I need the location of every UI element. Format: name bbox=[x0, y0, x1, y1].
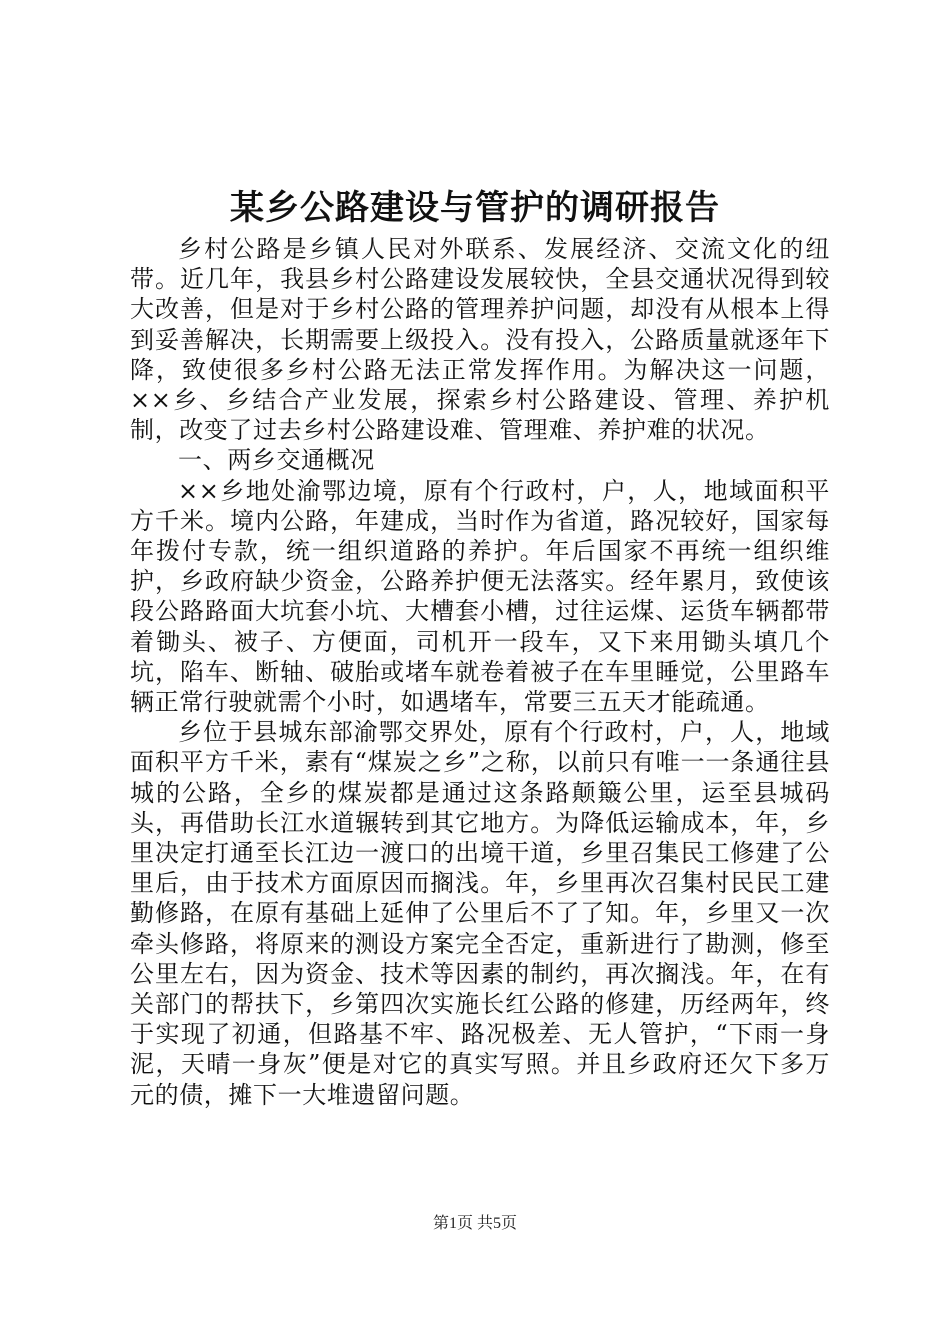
paragraph-township-a: ××乡地处渝鄂边境，原有个行政村，户，人，地域面积平方千米。境内公路，年建成，当时作为省道，路况较好，国家每年拨付专款，统一组织道路的养护。年后国家不再统一组织维护，乡政府缺少资金，公路养护便无法落实。经年累月，致使该段公路路面大坑套小坑、大槽套小槽，过往运煤、运货车辆都带着锄头、被子、方便面，司机开一段车，又下来用锄头填几个坑，陷车、断轴、破胎或堵车就卷着被子在车里睡觉，公里路车辆正常行驶就需个小时，如遇堵车，常要三五天才能疏通。 bbox=[130, 476, 830, 717]
paragraph-township-b: 乡位于县城东部渝鄂交界处，原有个行政村，户，人，地域面积平方千米，素有“煤炭之乡”之称，以前只有唯一一条通往县城的公路，全乡的煤炭都是通过这条路颠簸公里，运至县城码头，再借助长江水道辗转到其它地方。为降低运输成本，年，乡里决定打通至长江边一渡口的出境干道，乡里召集民工修建了公里后，由于技术方面原因而搁浅。年，乡里再次召集村民民工建勤修路，在原有基础上延伸了公里后不了了知。年，乡里又一次牵头修路，将原来的测设方案完全否定，重新进行了勘测，修至公里左右，因为资金、技术等因素的制约，再次搁浅。年，在有关部门的帮扶下，乡第四次实施长红公路的修建，历经两年，终于实现了初通，但路基不牢、路况极差、无人管护，“下雨一身泥，天晴一身灰”便是对它的真实写照。并且乡政府还欠下多万元的债，摊下一大堆遗留问题。 bbox=[130, 718, 830, 1109]
document-body bbox=[130, 234, 830, 1110]
page-footer: 第1页 共5页 bbox=[432, 1215, 517, 1232]
document-title: 某乡公路建设与管护的调研报告 bbox=[230, 188, 720, 228]
paragraph-intro: 乡村公路是乡镇人民对外联系、发展经济、交流文化的纽带。近几年，我县乡村公路建设发展较快，全县交通状况得到较大改善，但是对于乡村公路的管理养护问题，却没有从根本上得到妥善解决，长期需要上级投入。没有投入，公路质量就逐年下降，致使很多乡村公路无法正常发挥作用。为解决这一问题，××乡、乡结合产业发展，探索乡村公路建设、管理、养护机制，改变了过去乡村公路建设难、管理难、养护难的状况。 bbox=[130, 235, 830, 445]
section-heading: 一、两乡交通概况 bbox=[178, 446, 375, 475]
